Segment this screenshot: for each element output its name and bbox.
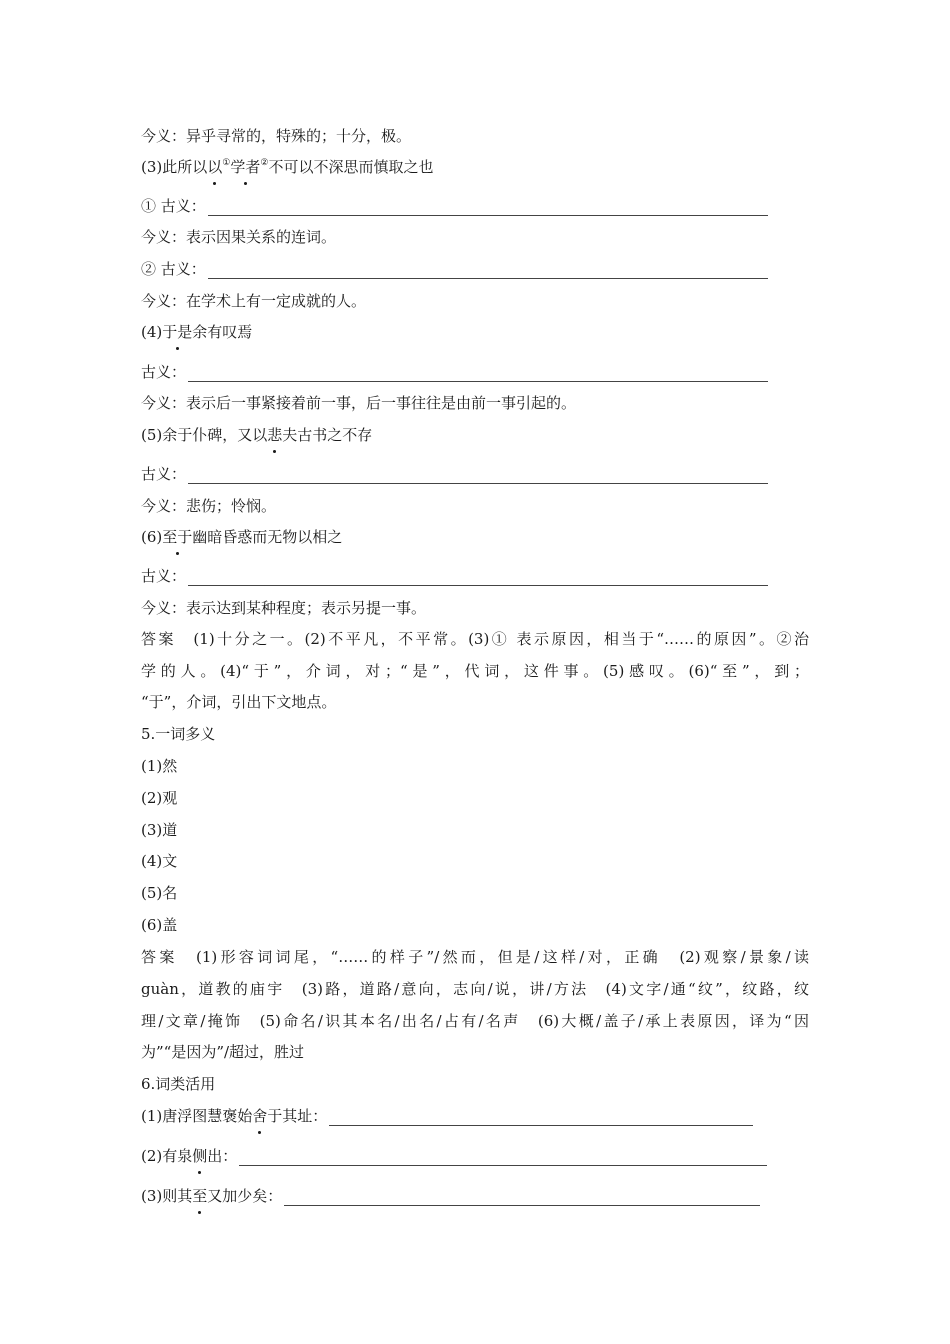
question-line: (1)唐浮图慧褒始 舍 于其址： <box>141 1106 753 1126</box>
meaning-modern-line: 今义：悲伤；怜悯。 <box>141 497 277 515</box>
answer-blank[interactable] <box>188 469 768 484</box>
answer-line: 学的人。(4)“于”，介词，对；“是”，代词，这件事。(5)感叹。(6)“至”，到； <box>141 662 809 680</box>
answer-line: 答案 (1)形容词词尾，“……的样子”/然而，但是/这样/对，正确 (2)观察/景象/读 <box>141 948 809 966</box>
meaning-modern-line: 今义：异乎寻常的，特殊的；十分，极。 <box>141 127 412 145</box>
marked-word: 于是 <box>162 323 193 341</box>
question-6-sentence: (6)至于幽暗昏惑而无物以相之 <box>141 528 343 546</box>
answer-line: 理/文章/掩饰 (5)命名/识其本名/出名/占有/名声 (6)大概/盖子/承上表原因，译为“因 <box>141 1012 809 1030</box>
meaning-modern-line: 今义：表示后一事紧接着前一事，后一事往往是由前一事引起的。 <box>141 394 577 412</box>
answer-blank-line: ② 古义： <box>141 259 768 279</box>
marked-char: 至 <box>192 1187 208 1205</box>
marked-char: 侧 <box>192 1147 208 1165</box>
question-4-sentence: (4)于是余有叹焉 <box>141 323 253 341</box>
answer-blank[interactable] <box>239 1151 767 1166</box>
answer-blank-line: ① 古义： <box>141 196 768 216</box>
marked-word: 至于 <box>162 528 193 546</box>
list-item: (3)道 <box>141 821 178 839</box>
answer-line: “于”，介词，引出下文地点。 <box>141 693 337 711</box>
list-item: (5)名 <box>141 884 178 902</box>
answer-line: 为”“是因为”/超过，胜过 <box>141 1043 305 1061</box>
question-3-sentence: (3)此所以以①学者②不可以不深思而慎取之也 <box>141 158 434 176</box>
marked-char: 舍 <box>252 1107 268 1125</box>
marked-word: 学者 <box>230 158 261 176</box>
meaning-modern-line: 今义：在学术上有一定成就的人。 <box>141 292 367 310</box>
answer-blank[interactable] <box>208 201 768 216</box>
list-item: (2)观 <box>141 789 178 807</box>
question-5-sentence: (5)余于仆碑，又以悲夫古书之不存 <box>141 426 373 444</box>
marked-char: 以 <box>207 158 223 176</box>
answer-blank[interactable] <box>188 367 768 382</box>
marked-word: 悲 <box>267 426 283 444</box>
answer-blank[interactable] <box>208 264 768 279</box>
list-item: (1)然 <box>141 757 178 775</box>
answer-blank-line: 古义： <box>141 464 768 484</box>
answer-blank-line: 古义： <box>141 566 768 586</box>
answer-blank[interactable] <box>329 1111 753 1126</box>
answer-line: guàn，道教的庙宇 (3)路，道路/意向，志向/说，讲/方法 (4)文字/通“纹”，纹路，纹 <box>141 980 809 998</box>
section-title: 5.一词多义 <box>141 725 216 743</box>
meaning-modern-line: 今义：表示达到某种程度；表示另提一事。 <box>141 599 427 617</box>
answer-blank[interactable] <box>188 571 768 586</box>
answer-blank[interactable] <box>284 1191 760 1206</box>
question-line: (3)则其 至 又加少矣： <box>141 1186 760 1206</box>
answer-blank-line: 古义： <box>141 362 768 382</box>
section-title: 6.词类活用 <box>141 1075 216 1093</box>
meaning-modern-line: 今义：表示因果关系的连词。 <box>141 228 337 246</box>
list-item: (4)文 <box>141 852 178 870</box>
question-line: (2)有泉 侧 出： <box>141 1146 767 1166</box>
answer-line: 答案 (1)十分之一。(2)不平凡，不平常。(3)① 表示原因，相当于“……的原因”。②治 <box>141 630 809 648</box>
list-item: (6)盖 <box>141 916 178 934</box>
